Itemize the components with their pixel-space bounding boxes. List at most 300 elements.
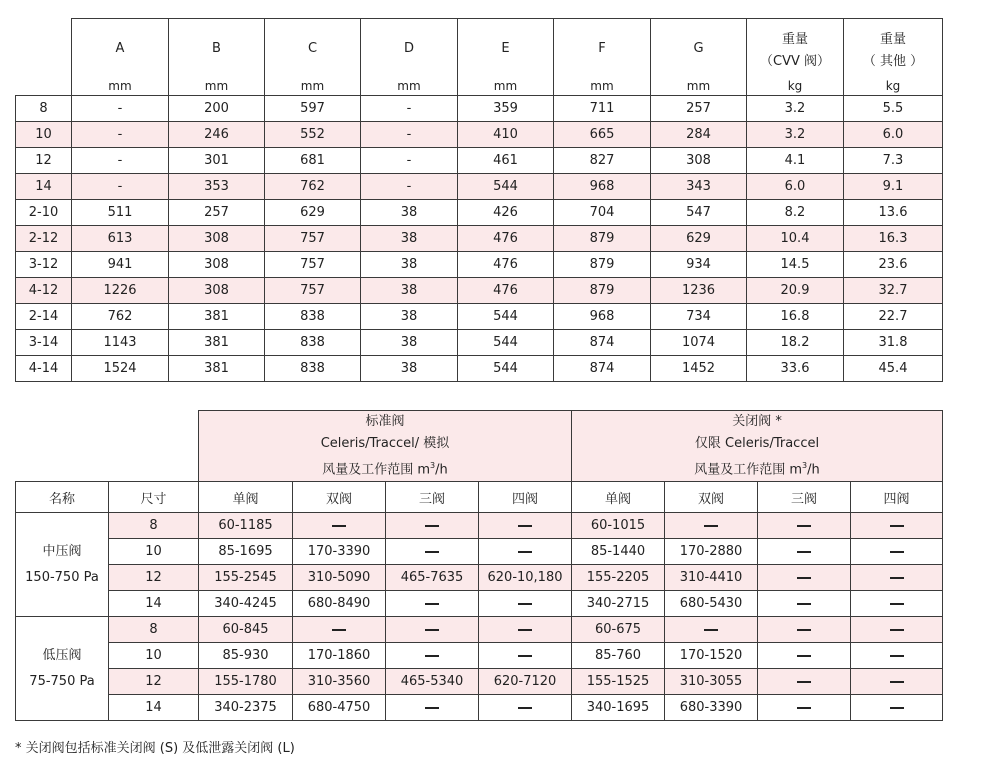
- data-cell: [665, 617, 758, 643]
- row-size-label: 14: [109, 695, 199, 721]
- data-cell: [758, 617, 851, 643]
- table-row: [16, 513, 943, 539]
- column-unit: mm: [204, 79, 229, 93]
- data-cell: 85-930: [199, 643, 293, 669]
- category-name: 低压阀: [42, 647, 82, 663]
- data-cell: [386, 513, 479, 539]
- data-cell: 257: [169, 200, 265, 226]
- data-cell: 544: [458, 174, 554, 200]
- data-cell: 1452: [651, 356, 747, 382]
- data-cell: [758, 695, 851, 721]
- dash-mark: [890, 577, 904, 579]
- data-cell: 301: [169, 148, 265, 174]
- data-cell: 6.0: [844, 122, 943, 148]
- column-header: [169, 19, 265, 96]
- table-row: [16, 669, 943, 695]
- column-header: [747, 19, 844, 96]
- data-cell: -: [361, 96, 458, 122]
- data-cell: 879: [554, 278, 651, 304]
- data-cell: 711: [554, 96, 651, 122]
- dash-mark: [797, 655, 811, 657]
- data-cell: 838: [265, 356, 361, 382]
- data-cell: 284: [651, 122, 747, 148]
- data-cell: 934: [651, 252, 747, 278]
- data-cell: 60-1015: [572, 513, 665, 539]
- data-cell: [851, 643, 943, 669]
- data-cell: 310-3055: [665, 669, 758, 695]
- data-cell: 257: [651, 96, 747, 122]
- category-pressure: 75-750 Pa: [29, 673, 95, 689]
- data-cell: -: [361, 148, 458, 174]
- size-header: 尺寸: [109, 482, 199, 513]
- data-cell: 1226: [72, 278, 169, 304]
- data-cell: [851, 617, 943, 643]
- row-size-label: 12: [109, 565, 199, 591]
- data-cell: 680-5430: [665, 591, 758, 617]
- dash-mark: [890, 551, 904, 553]
- dash-mark: [425, 629, 439, 631]
- column-label: C: [307, 41, 318, 56]
- data-cell: [758, 591, 851, 617]
- row-size-label: 10: [109, 643, 199, 669]
- valve-count-header: 三阀: [758, 482, 851, 513]
- column-label: D: [403, 41, 414, 56]
- dash-mark: [797, 577, 811, 579]
- data-cell: 31.8: [844, 330, 943, 356]
- data-cell: 1143: [72, 330, 169, 356]
- dash-mark: [890, 707, 904, 709]
- airflow-range-table: [15, 410, 943, 721]
- data-cell: [386, 539, 479, 565]
- column-header-row: [16, 482, 943, 513]
- data-cell: 597: [265, 96, 361, 122]
- column-unit: mm: [686, 79, 711, 93]
- column-header: [265, 19, 361, 96]
- data-cell: 665: [554, 122, 651, 148]
- data-cell: 85-1440: [572, 539, 665, 565]
- data-cell: [479, 591, 572, 617]
- name-header: 名称: [16, 482, 109, 513]
- data-cell: 38: [361, 330, 458, 356]
- data-cell: 45.4: [844, 356, 943, 382]
- data-cell: 465-7635: [386, 565, 479, 591]
- data-cell: 704: [554, 200, 651, 226]
- data-cell: [851, 539, 943, 565]
- dash-mark: [518, 603, 532, 605]
- data-cell: 38: [361, 304, 458, 330]
- category-name: 中压阀: [42, 543, 82, 559]
- data-cell: 155-1525: [572, 669, 665, 695]
- row-size-label: 8: [109, 513, 199, 539]
- data-cell: -: [72, 174, 169, 200]
- data-cell: 1074: [651, 330, 747, 356]
- data-cell: 85-760: [572, 643, 665, 669]
- column-header: [844, 19, 943, 96]
- data-cell: [479, 695, 572, 721]
- column-label: A: [115, 41, 125, 56]
- row-size-label: 4-12: [16, 278, 72, 304]
- valve-count-header: 单阀: [199, 482, 293, 513]
- data-cell: 155-1780: [199, 669, 293, 695]
- group-title: 标准阀: [365, 414, 405, 429]
- data-cell: 9.1: [844, 174, 943, 200]
- dash-mark: [518, 707, 532, 709]
- data-cell: 381: [169, 304, 265, 330]
- category-cell: [16, 617, 109, 721]
- data-cell: -: [72, 148, 169, 174]
- data-cell: 461: [458, 148, 554, 174]
- data-cell: 544: [458, 330, 554, 356]
- data-cell: 60-1185: [199, 513, 293, 539]
- data-cell: 38: [361, 226, 458, 252]
- data-cell: 879: [554, 252, 651, 278]
- data-cell: 1236: [651, 278, 747, 304]
- data-cell: 381: [169, 330, 265, 356]
- table-row: [16, 591, 943, 617]
- data-cell: 359: [458, 96, 554, 122]
- dash-mark: [890, 525, 904, 527]
- dash-mark: [890, 629, 904, 631]
- data-cell: [386, 643, 479, 669]
- data-cell: 426: [458, 200, 554, 226]
- valve-count-header: 双阀: [665, 482, 758, 513]
- data-cell: 757: [265, 278, 361, 304]
- dash-mark: [704, 629, 718, 631]
- data-cell: 16.3: [844, 226, 943, 252]
- table-row: [16, 330, 943, 356]
- data-cell: 38: [361, 200, 458, 226]
- data-cell: [758, 669, 851, 695]
- row-size-label: 10: [16, 122, 72, 148]
- dash-mark: [425, 655, 439, 657]
- data-cell: 310-5090: [293, 565, 386, 591]
- data-cell: 3.2: [747, 122, 844, 148]
- data-cell: 308: [169, 226, 265, 252]
- data-cell: 14.5: [747, 252, 844, 278]
- data-cell: 544: [458, 356, 554, 382]
- data-cell: 340-2715: [572, 591, 665, 617]
- unit-superscript: 3: [430, 461, 436, 470]
- data-cell: [851, 513, 943, 539]
- corner-cell: [16, 19, 72, 96]
- data-cell: 7.3: [844, 148, 943, 174]
- column-header: [361, 19, 458, 96]
- data-cell: 353: [169, 174, 265, 200]
- row-size-label: 12: [16, 148, 72, 174]
- data-cell: 38: [361, 252, 458, 278]
- data-cell: 308: [169, 278, 265, 304]
- data-cell: 10.4: [747, 226, 844, 252]
- data-cell: 757: [265, 252, 361, 278]
- data-cell: 680-3390: [665, 695, 758, 721]
- column-header: [72, 19, 169, 96]
- column-unit: mm: [108, 79, 132, 93]
- data-cell: -: [361, 174, 458, 200]
- category-cell: [16, 513, 109, 617]
- row-size-label: 8: [16, 96, 72, 122]
- data-cell: 734: [651, 304, 747, 330]
- table-row: [16, 617, 943, 643]
- data-cell: 170-2880: [665, 539, 758, 565]
- group-range-label: 风量及工作范围 m: [322, 462, 431, 478]
- row-size-label: 4-14: [16, 356, 72, 382]
- data-cell: 170-3390: [293, 539, 386, 565]
- column-unit: mm: [590, 79, 614, 93]
- data-cell: 60-845: [199, 617, 293, 643]
- valve-count-header: 四阀: [851, 482, 943, 513]
- data-cell: 547: [651, 200, 747, 226]
- dash-mark: [890, 603, 904, 605]
- dash-mark: [797, 681, 811, 683]
- data-cell: -: [361, 122, 458, 148]
- dash-mark: [425, 603, 439, 605]
- group-subtitle: Celeris/Traccel/ 模拟: [320, 436, 450, 451]
- data-cell: 310-3560: [293, 669, 386, 695]
- data-cell: 544: [458, 304, 554, 330]
- data-cell: 410: [458, 122, 554, 148]
- valve-count-header: 四阀: [479, 482, 572, 513]
- data-cell: 874: [554, 356, 651, 382]
- table-row: [16, 278, 943, 304]
- data-cell: 308: [169, 252, 265, 278]
- valve-count-header: 单阀: [572, 482, 665, 513]
- data-cell: 340-2375: [199, 695, 293, 721]
- column-unit: kg: [787, 79, 803, 93]
- column-label: [844, 29, 942, 73]
- data-cell: [479, 617, 572, 643]
- data-cell: [386, 591, 479, 617]
- data-cell: [851, 695, 943, 721]
- dash-mark: [890, 681, 904, 683]
- data-cell: 4.1: [747, 148, 844, 174]
- group-range-label: 风量及工作范围 m: [694, 462, 803, 478]
- column-label: E: [501, 41, 510, 56]
- column-label: F: [598, 41, 606, 56]
- dash-mark: [332, 525, 346, 527]
- dash-mark: [425, 551, 439, 553]
- data-cell: 680-4750: [293, 695, 386, 721]
- data-cell: 968: [554, 174, 651, 200]
- row-size-label: 14: [16, 174, 72, 200]
- data-cell: [479, 513, 572, 539]
- column-label: B: [212, 41, 221, 56]
- table-row: [16, 96, 943, 122]
- group-subtitle: 仅限 Celeris/Traccel: [694, 436, 820, 451]
- table-row: [16, 304, 943, 330]
- row-size-label: 2-10: [16, 200, 72, 226]
- table-row: [16, 226, 943, 252]
- data-cell: [386, 695, 479, 721]
- column-unit: mm: [493, 79, 518, 93]
- dash-mark: [797, 629, 811, 631]
- data-cell: [758, 513, 851, 539]
- dash-mark: [332, 629, 346, 631]
- data-cell: [665, 513, 758, 539]
- data-cell: 340-1695: [572, 695, 665, 721]
- data-cell: 60-675: [572, 617, 665, 643]
- category-pressure: 150-750 Pa: [25, 569, 99, 585]
- dash-mark: [797, 603, 811, 605]
- table-row: [16, 565, 943, 591]
- data-cell: 155-2205: [572, 565, 665, 591]
- dash-mark: [518, 629, 532, 631]
- column-header: [458, 19, 554, 96]
- table-row: [16, 695, 943, 721]
- data-cell: 18.2: [747, 330, 844, 356]
- dash-mark: [890, 655, 904, 657]
- data-cell: 170-1520: [665, 643, 758, 669]
- data-cell: [758, 565, 851, 591]
- column-label-line2: （CVV 阀）: [760, 54, 830, 69]
- dash-mark: [518, 525, 532, 527]
- data-cell: 476: [458, 278, 554, 304]
- table-row: [16, 174, 943, 200]
- valve-count-header: 双阀: [293, 482, 386, 513]
- data-cell: 465-5340: [386, 669, 479, 695]
- data-cell: 8.2: [747, 200, 844, 226]
- data-cell: 200: [169, 96, 265, 122]
- data-cell: 552: [265, 122, 361, 148]
- data-cell: 879: [554, 226, 651, 252]
- data-cell: [293, 513, 386, 539]
- column-label-line1: 重量: [781, 32, 808, 47]
- data-cell: 838: [265, 304, 361, 330]
- data-cell: 38: [361, 278, 458, 304]
- row-size-label: 14: [109, 591, 199, 617]
- data-cell: 3.2: [747, 96, 844, 122]
- table-row: [16, 539, 943, 565]
- data-cell: 85-1695: [199, 539, 293, 565]
- data-cell: [386, 617, 479, 643]
- dash-mark: [518, 655, 532, 657]
- data-cell: 968: [554, 304, 651, 330]
- data-cell: 757: [265, 226, 361, 252]
- column-label: [747, 29, 843, 73]
- data-cell: 680-8490: [293, 591, 386, 617]
- data-cell: [851, 591, 943, 617]
- data-cell: 1524: [72, 356, 169, 382]
- row-size-label: 3-14: [16, 330, 72, 356]
- dash-mark: [797, 525, 811, 527]
- header-row: [16, 19, 943, 96]
- data-cell: -: [72, 96, 169, 122]
- data-cell: 476: [458, 252, 554, 278]
- table-row: [16, 200, 943, 226]
- data-cell: 22.7: [844, 304, 943, 330]
- data-cell: [293, 617, 386, 643]
- data-cell: 170-1860: [293, 643, 386, 669]
- group-title: 关闭阀 *: [732, 414, 782, 429]
- footnote: * 关闭阀包括标准关闭阀 (S) 及低泄露关闭阀 (L): [15, 741, 295, 756]
- data-cell: 620-7120: [479, 669, 572, 695]
- dash-mark: [425, 525, 439, 527]
- data-cell: 762: [265, 174, 361, 200]
- data-cell: 308: [651, 148, 747, 174]
- table-row: [16, 356, 943, 382]
- blank-corner: [16, 411, 199, 482]
- data-cell: 33.6: [747, 356, 844, 382]
- data-cell: 32.7: [844, 278, 943, 304]
- data-cell: 874: [554, 330, 651, 356]
- row-size-label: 2-12: [16, 226, 72, 252]
- data-cell: 340-4245: [199, 591, 293, 617]
- unit-superscript: 3: [802, 461, 808, 470]
- data-cell: 6.0: [747, 174, 844, 200]
- row-size-label: 2-14: [16, 304, 72, 330]
- column-unit: mm: [300, 79, 325, 93]
- data-cell: 246: [169, 122, 265, 148]
- data-cell: [758, 643, 851, 669]
- dash-mark: [425, 707, 439, 709]
- data-cell: 629: [651, 226, 747, 252]
- data-cell: 381: [169, 356, 265, 382]
- data-cell: 838: [265, 330, 361, 356]
- data-cell: 343: [651, 174, 747, 200]
- data-cell: 476: [458, 226, 554, 252]
- dash-mark: [518, 551, 532, 553]
- row-size-label: 12: [109, 669, 199, 695]
- data-cell: 681: [265, 148, 361, 174]
- valve-count-header: 三阀: [386, 482, 479, 513]
- dimensions-weight-table: [15, 18, 943, 382]
- group1-header: [199, 411, 572, 482]
- row-size-label: 10: [109, 539, 199, 565]
- data-cell: [851, 669, 943, 695]
- data-cell: -: [72, 122, 169, 148]
- column-label-line2: （ 其他 ）: [862, 54, 924, 69]
- table-row: [16, 643, 943, 669]
- group-header-row: [16, 411, 943, 482]
- data-cell: [479, 643, 572, 669]
- data-cell: [851, 565, 943, 591]
- data-cell: 613: [72, 226, 169, 252]
- data-cell: 5.5: [844, 96, 943, 122]
- row-size-label: 3-12: [16, 252, 72, 278]
- data-cell: 38: [361, 356, 458, 382]
- data-cell: 16.8: [747, 304, 844, 330]
- dash-mark: [797, 707, 811, 709]
- data-cell: [479, 539, 572, 565]
- group2-header: [572, 411, 943, 482]
- data-cell: 310-4410: [665, 565, 758, 591]
- row-size-label: 8: [109, 617, 199, 643]
- data-cell: 511: [72, 200, 169, 226]
- data-cell: 20.9: [747, 278, 844, 304]
- data-cell: 827: [554, 148, 651, 174]
- data-cell: 155-2545: [199, 565, 293, 591]
- unit-tail: /h: [807, 462, 820, 478]
- table-row: [16, 122, 943, 148]
- data-cell: 941: [72, 252, 169, 278]
- table-row: [16, 148, 943, 174]
- data-cell: 620-10,180: [479, 565, 572, 591]
- data-cell: 629: [265, 200, 361, 226]
- data-cell: 23.6: [844, 252, 943, 278]
- column-unit: kg: [885, 79, 901, 93]
- table-row: [16, 252, 943, 278]
- data-cell: 762: [72, 304, 169, 330]
- column-label: G: [693, 41, 704, 56]
- column-header: [554, 19, 651, 96]
- data-cell: [758, 539, 851, 565]
- dash-mark: [704, 525, 718, 527]
- column-unit: mm: [397, 79, 421, 93]
- dash-mark: [797, 551, 811, 553]
- column-header: [651, 19, 747, 96]
- data-cell: 13.6: [844, 200, 943, 226]
- column-label-line1: 重量: [879, 32, 906, 47]
- unit-tail: /h: [435, 462, 448, 478]
